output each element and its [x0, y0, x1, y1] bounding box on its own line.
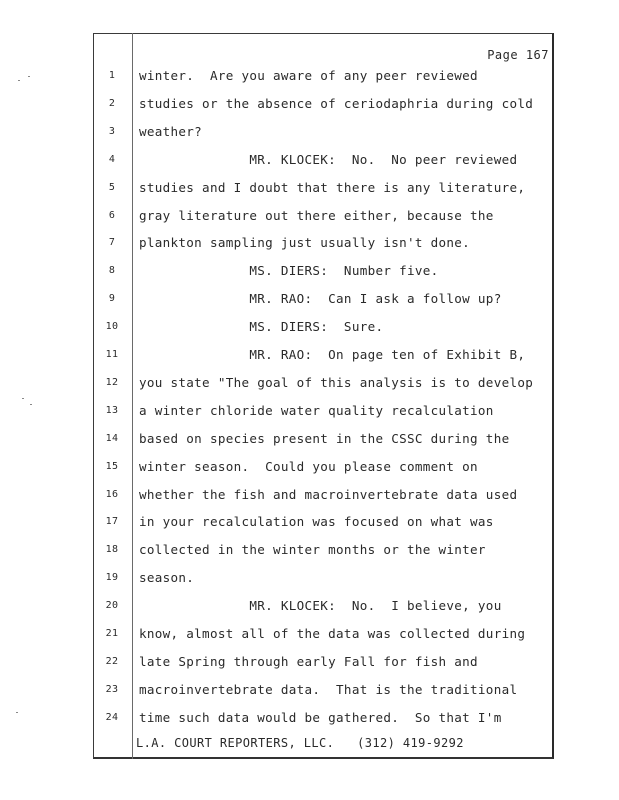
line-text: weather?	[139, 123, 203, 139]
line-number: 23	[105, 683, 119, 695]
line-text: late Spring through early Fall for fish and	[139, 653, 478, 669]
scan-speck	[28, 76, 30, 77]
line-number: 17	[105, 516, 119, 528]
line-text: gray literature out there either, because the	[139, 207, 494, 223]
line-number: 6	[108, 209, 116, 221]
transcript-line	[96, 96, 552, 116]
line-text: know, almost all of the data was collected during	[139, 626, 526, 641]
transcript-line	[96, 431, 552, 451]
line-text: macroinvertebrate data. That is the traditional	[139, 681, 518, 697]
line-number: 11	[105, 349, 119, 360]
line-text: plankton sampling just usually isn't done.	[139, 235, 471, 251]
line-text: based on species present in the CSSC during the	[139, 430, 510, 446]
line-number: 10	[105, 321, 119, 333]
transcript-line	[96, 710, 552, 730]
transcript-line	[96, 570, 552, 590]
transcript-line	[96, 235, 552, 255]
line-text: a winter chloride water quality recalculation	[139, 402, 494, 418]
line-number: 7	[108, 237, 116, 249]
transcript-line	[96, 347, 552, 367]
transcript-line	[96, 152, 552, 172]
line-number: 9	[108, 293, 116, 305]
transcript-line	[96, 208, 552, 228]
line-number: 14	[105, 432, 119, 444]
line-number: 13	[105, 404, 119, 416]
transcript-line	[96, 514, 552, 534]
line-number: 2	[108, 97, 116, 109]
transcript-line	[96, 291, 552, 311]
line-text: studies and I doubt that there is any literature,	[139, 179, 526, 195]
line-text: season.	[139, 570, 195, 586]
transcript-line	[96, 626, 552, 646]
line-number: 24	[105, 711, 119, 723]
line-text: winter. Are you aware of any peer reviewed	[139, 68, 478, 83]
line-number: 5	[108, 181, 116, 193]
transcript-line	[96, 124, 552, 144]
line-number: 1	[108, 70, 116, 81]
transcript-line	[96, 682, 552, 702]
page-number: Page 167	[487, 48, 549, 62]
line-text: MS. DIERS: Sure.	[139, 319, 384, 335]
line-text: MR. RAO: Can I ask a follow up?	[139, 291, 502, 307]
line-number: 4	[108, 153, 116, 165]
line-number: 22	[105, 655, 119, 667]
line-text: whether the fish and macroinvertebrate data used	[139, 486, 518, 502]
line-number: 12	[105, 376, 119, 388]
line-text: MR. KLOCEK: No. No peer reviewed	[139, 151, 518, 167]
scan-speck	[30, 404, 32, 405]
line-number: 20	[105, 600, 119, 612]
transcript-line	[96, 487, 552, 507]
line-number: 21	[105, 628, 119, 639]
transcript-line	[96, 654, 552, 674]
line-text: time such data would be gathered. So that I'm	[139, 709, 502, 725]
scan-speck	[16, 712, 18, 713]
transcript-line	[96, 542, 552, 562]
line-text: collected in the winter months or the winter	[139, 542, 486, 558]
line-text: winter season. Could you please comment on	[139, 458, 478, 474]
line-number: 18	[105, 544, 119, 556]
line-text: MR. KLOCEK: No. I believe, you	[139, 598, 502, 614]
transcript-line	[96, 319, 552, 339]
line-number: 19	[105, 572, 119, 584]
line-text: studies or the absence of ceriodaphria during cold	[139, 95, 534, 111]
line-text: MS. DIERS: Number five.	[139, 263, 439, 279]
court-reporter-footer: L.A. COURT REPORTERS, LLC. (312) 419-9292	[136, 736, 464, 750]
scan-speck	[18, 80, 20, 81]
line-text: in your recalculation was focused on what was	[139, 514, 494, 530]
line-number: 15	[105, 460, 119, 472]
transcript-line	[96, 598, 552, 618]
line-text: MR. RAO: On page ten of Exhibit B,	[139, 347, 526, 362]
line-number: 16	[105, 488, 119, 500]
transcript-line	[96, 263, 552, 283]
transcript-line	[96, 375, 552, 395]
transcript-line	[96, 68, 552, 88]
line-number: 8	[108, 265, 116, 277]
transcript-line	[96, 459, 552, 479]
line-text: you state "The goal of this analysis is to develop	[139, 374, 534, 390]
transcript-line	[96, 180, 552, 200]
scan-speck	[22, 398, 24, 399]
transcript-line	[96, 403, 552, 423]
line-number: 3	[108, 125, 116, 137]
